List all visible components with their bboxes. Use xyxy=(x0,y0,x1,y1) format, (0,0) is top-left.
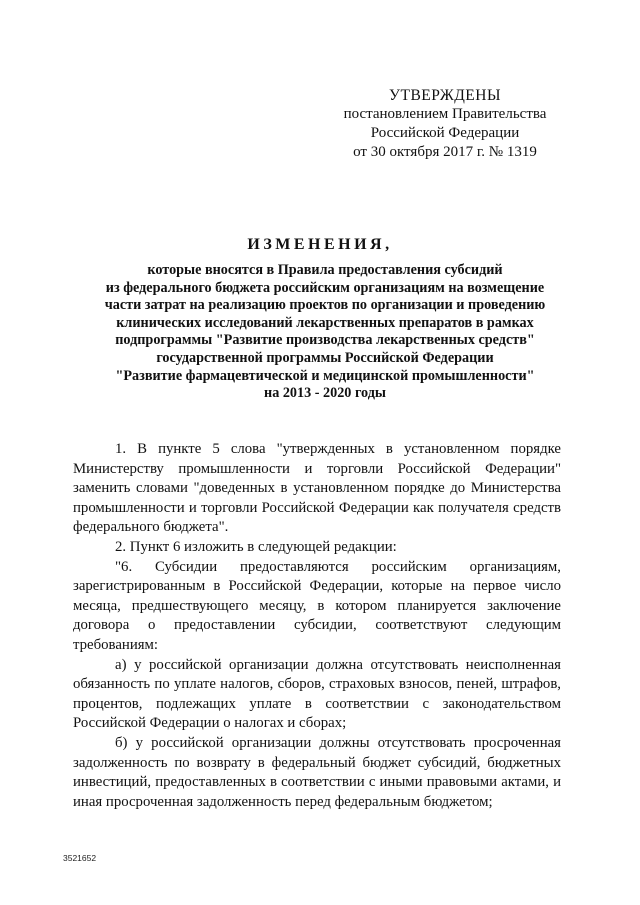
approval-block xyxy=(330,86,560,162)
subtitle-line: подпрограммы "Развитие производства лекарственных средств" xyxy=(115,332,535,349)
subtitle-line: из федерального бюджета российским организациям на возмещение xyxy=(105,279,545,296)
document-title: ИЗМЕНЕНИЯ, xyxy=(247,236,393,253)
paragraph-5: б) у российской организации должны отсутствовать просроченная задолженность по возврату в федеральный бюджет субсидий, бюджетных инвестиций, предоставленных в соответствии с иными правовыми актами, и иная просроченная задолженность перед федеральным бюджетом; xyxy=(73,734,561,810)
document-body xyxy=(73,440,561,812)
subtitle-line: которые вносятся в Правила предоставления субсидий xyxy=(147,262,503,278)
paragraph-3: "6. Субсидии предоставляются российским организациям, зарегистрированным в Российской Федерации, которые на первое число месяца, предшествующего месяцу, в котором планируется заключение договора о предоставлении субсидии, соответствуют следующим требованиям: xyxy=(73,558,561,653)
subtitle-line: "Развитие фармацевтической и медицинской промышленности" xyxy=(115,367,535,384)
paragraph-1: 1. В пункте 5 слова "утвержденных в установленном порядке Министерству промышленности и торговли Российской Федерации" заменить словами "доведенных в установленном порядке до Министерства промышленности и торговли Российской Федерации как получателя средств федерального бюджета". xyxy=(73,441,561,536)
subtitle-line: клинических исследований лекарственных препаратов в рамках xyxy=(116,314,534,331)
paragraph-4: а) у российской организации должна отсутствовать неисполненная обязанность по уплате налогов, сборов, страховых взносов, пеней, штрафов, процентов, подлежащих уплате в соответствии с законодательством Российской Федерации о налогах и сборах; xyxy=(73,656,561,732)
approval-line-3: от 30 октября 2017 г. № 1319 xyxy=(353,144,537,160)
subtitle-line: части затрат на реализацию проектов по организации и проведению xyxy=(104,297,546,314)
approval-line-1: постановлением Правительства xyxy=(343,106,547,122)
document-code: 3521652 xyxy=(63,853,97,863)
approval-line-2: Российской Федерации xyxy=(370,125,520,141)
approval-heading: УТВЕРЖДЕНЫ xyxy=(389,87,501,104)
subtitle-line: государственной программы Российской Федерации xyxy=(156,349,494,366)
document-subtitle xyxy=(70,262,580,403)
paragraph-2: 2. Пункт 6 изложить в следующей редакции: xyxy=(115,538,397,555)
subtitle-line: на 2013 - 2020 годы xyxy=(264,385,386,402)
